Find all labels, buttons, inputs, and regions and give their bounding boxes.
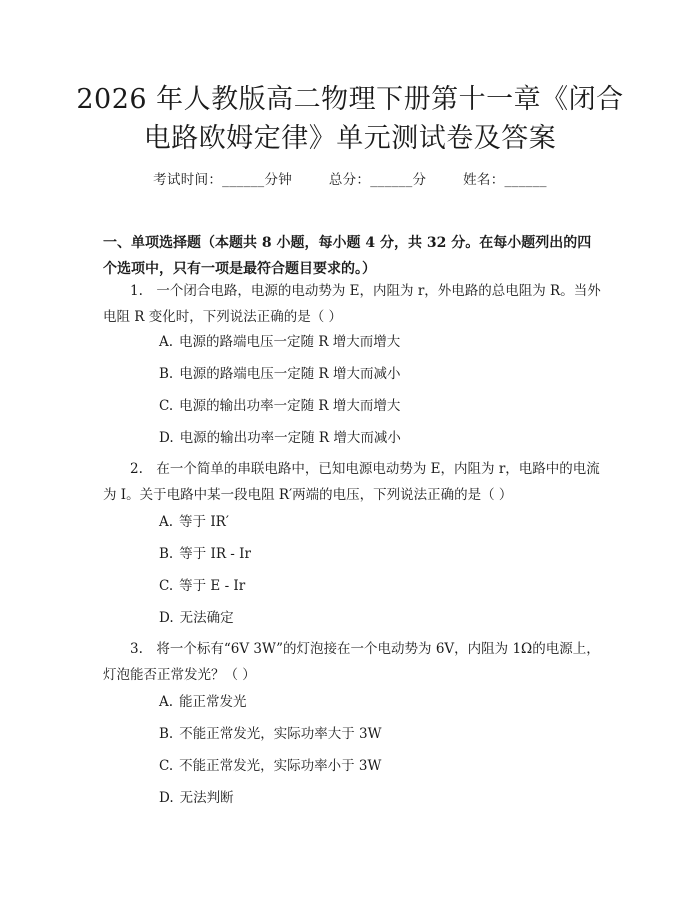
option-letter: C. (159, 398, 174, 414)
option-letter: A. (159, 694, 174, 710)
question-3-option-b (159, 724, 381, 744)
option-letter: A. (159, 514, 174, 530)
question-2-stem: 2. 在一个简单的串联电路中，已知电源电动势为 E，内阻为 r，电路中的电流为 I。关于电路中某一段电阻 R′两端的电压，下列说法正确的是（ ） (103, 461, 600, 503)
question-2-option-c (159, 576, 245, 596)
option-text: 电源的路端电压一定随 R 增大而增大 (179, 334, 401, 350)
option-text: 等于 IR - Ir (179, 546, 251, 562)
option-letter: D. (159, 790, 174, 806)
option-text: 等于 E - Ir (179, 578, 246, 594)
question-3-option-a (159, 692, 247, 712)
title-line-2: 电路欧姆定律》单元测试卷及答案 (143, 123, 557, 154)
name-label: 姓名： (463, 172, 505, 188)
name-blank: ______ (504, 172, 547, 188)
page-title (60, 80, 640, 158)
question-3-option-d (159, 788, 234, 808)
option-letter: D. (159, 610, 174, 626)
option-text: 无法确定 (179, 610, 234, 626)
option-text: 不能正常发光，实际功率大于 3W (179, 726, 382, 742)
question-1-option-b (159, 364, 400, 384)
exam-meta (0, 168, 700, 188)
option-text: 无法判断 (179, 790, 234, 806)
question-3-stem: 3. 将一个标有“6V 3W”的灯泡接在一个电动势为 6V，内阻为 1Ω的电源上，灯泡能否正常发光？（ ） (103, 641, 600, 683)
question-1-option-a (159, 332, 400, 352)
option-text: 能正常发光 (179, 694, 247, 710)
option-letter: C. (159, 578, 174, 594)
option-text: 电源的输出功率一定随 R 增大而减小 (179, 430, 401, 446)
option-letter: D. (159, 430, 174, 446)
question-2-option-d (159, 608, 234, 628)
section-heading: 一、单项选择题（本题共 8 小题，每小题 4 分，共 32 分。在每小题列出的四个选项中，只有一项是最符合题目要求的。） (103, 235, 592, 277)
score-unit: 分 (412, 172, 427, 188)
time-unit: 分钟 (264, 172, 293, 188)
score-label: 总分： (328, 172, 371, 188)
time-label: 考试时间： (153, 172, 223, 188)
option-letter: A. (159, 334, 174, 350)
option-letter: B. (159, 726, 174, 742)
option-text: 电源的输出功率一定随 R 增大而增大 (179, 398, 401, 414)
option-text: 等于 IR′ (179, 514, 229, 530)
option-letter: B. (159, 366, 174, 382)
question-2-option-a (159, 512, 229, 532)
question-2-option-b (159, 544, 251, 564)
option-text: 不能正常发光，实际功率小于 3W (179, 758, 382, 774)
title-line-1: 2026 年人教版高二物理下册第十一章《闭合 (76, 84, 624, 115)
question-3-option-c (159, 756, 381, 776)
score-blank: ______ (370, 172, 413, 188)
question-1-stem: 1. 一个闭合电路，电源的电动势为 E，内阻为 r，外电路的总电阻为 R。当外电阻 R 变化时，下列说法正确的是（ ） (103, 283, 601, 325)
option-text: 电源的路端电压一定随 R 增大而减小 (179, 366, 401, 382)
time-blank: ______ (222, 172, 265, 188)
option-letter: B. (159, 546, 174, 562)
question-1-option-d (159, 428, 401, 448)
option-letter: C. (159, 758, 174, 774)
question-1-option-c (159, 396, 400, 416)
